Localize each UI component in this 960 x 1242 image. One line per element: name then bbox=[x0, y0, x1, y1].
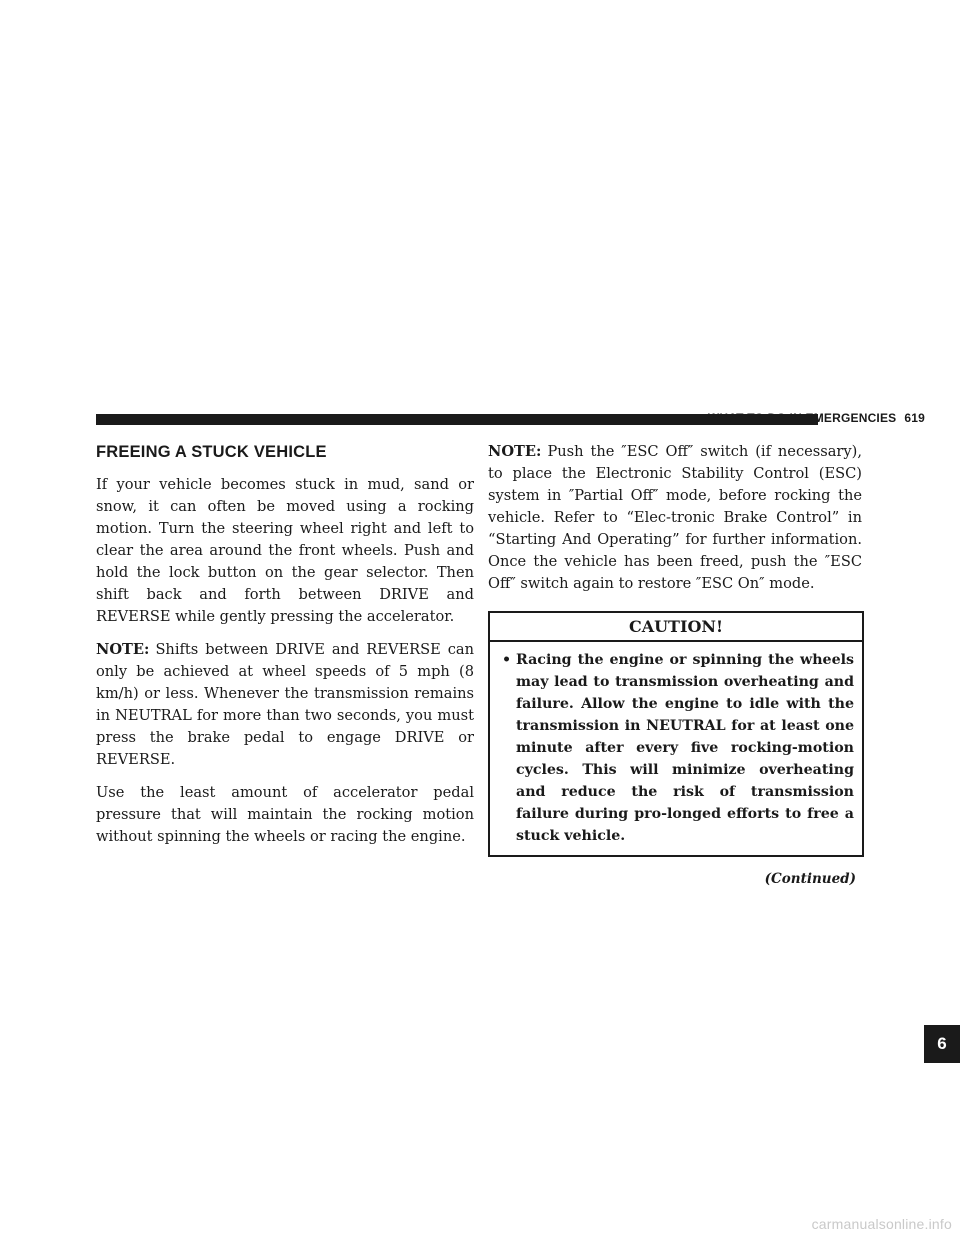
note-text: Shifts between DRIVE and REVERSE can only be achieved at wheel speeds of 5 mph (8 km/h) or less. Whenever the transmission remains in NEUTRAL for more than two seconds, you must press the brake pedal to engage DRIVE or REVERSE. bbox=[96, 641, 474, 768]
caution-box bbox=[488, 611, 864, 857]
note-paragraph-esc bbox=[488, 441, 862, 595]
bullet-icon: • bbox=[502, 652, 512, 668]
note-label: NOTE: bbox=[96, 641, 150, 658]
pedal-paragraph: Use the least amount of accelerator pedal pressure that will maintain the rocking motion without spinning the wheels or racing the engine. bbox=[96, 784, 474, 845]
left-column bbox=[96, 441, 474, 859]
caution-list-item bbox=[502, 649, 854, 847]
page-number: 619 bbox=[904, 411, 925, 425]
chapter-tab: 6 bbox=[924, 1025, 960, 1063]
section-heading: FREEING A STUCK VEHICLE bbox=[96, 443, 327, 461]
watermark: carmanualsonline.info bbox=[811, 1216, 952, 1232]
caution-title: CAUTION! bbox=[490, 613, 862, 642]
intro-paragraph: If your vehicle becomes stuck in mud, sand or snow, it can often be moved using a rocking motion. Turn the steering wheel right and left to clear the area around the front wheels. Push and hold the lock button on the gear selector. Then shift back and forth between DRIVE and REVERSE while gently pressing the accelerator. bbox=[96, 476, 474, 625]
note-label: NOTE: bbox=[488, 443, 542, 460]
note-paragraph-shifts bbox=[96, 639, 474, 771]
chapter-title: WHAT TO DO IN EMERGENCIES bbox=[707, 411, 897, 425]
note-text: Push the ″ESC Off″ switch (if necessary), to place the Electronic Stability Control (ESC) system in ″Partial Off″ mode, before rocking the vehicle. Refer to “Elec-tronic Brake Control” in “Starting And Operating” for further information. Once the vehicle has been freed, push the ″ESC Off″ switch again to restore ″ESC On″ mode. bbox=[488, 443, 862, 592]
running-header bbox=[705, 410, 925, 427]
right-column bbox=[488, 441, 862, 888]
caution-body bbox=[490, 642, 862, 855]
continued-label: (Continued) bbox=[764, 871, 856, 887]
caution-text: Racing the engine or spinning the wheels may lead to transmission overheating and failure. Allow the engine to idle with the transmission in NEUTRAL for at least one minute after every five rocking-motion cycles. This will minimize overheating and reduce the risk of transmission failure during pro-longed efforts to free a stuck vehicle. bbox=[516, 652, 854, 844]
